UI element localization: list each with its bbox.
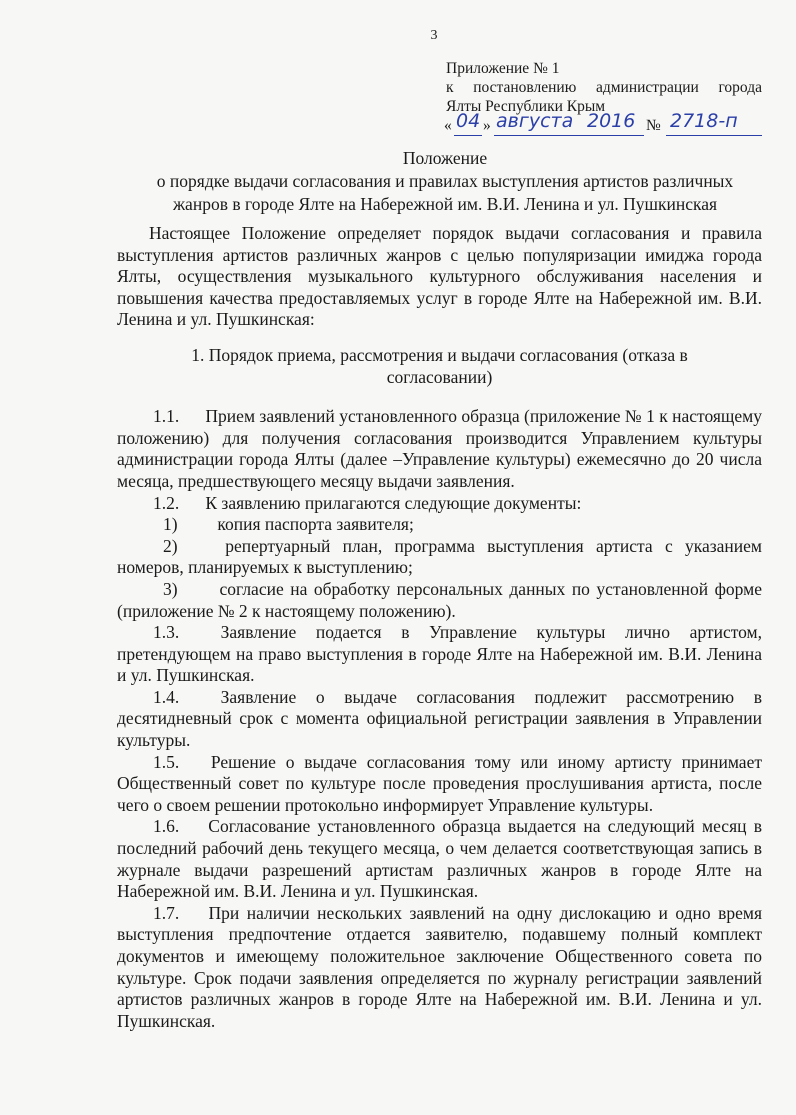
list-item-text: согласие на обработку персональных данных по установленной форме (приложение № 2 к настоящему положению). (117, 578, 762, 621)
list-item-number: 2) (163, 535, 178, 556)
date-close-quote: » (483, 117, 491, 134)
list-item-1 (117, 514, 762, 536)
document-body (117, 223, 762, 1032)
clause-text: Решение о выдаче согласования тому или иному артисту принимает Общественный совет по культуре после проведения прослушивания артиста, после чего о своем решении протокольно информирует Управление культуры. (117, 751, 762, 815)
clause-text: Заявление о выдаче согласования подлежит рассмотрению в десятидневный срок с момента официальной регистрации заявления в Управлении культуры. (117, 686, 762, 751)
section-1-heading-line-1: 1. Порядок приема, рассмотрения и выдачи согласования (отказа в (191, 344, 688, 365)
clause-text: Согласование установленного образца выдается на следующий месяц в последний рабочий день текущего месяца, о чем делается соответствующая запись в журнале выдачи разрешений артистам различных жанров в городе Ялте на Набережной им. В.И. Ленина и ул. Пушкинская. (117, 816, 763, 902)
date-year: 2016 (587, 110, 636, 132)
appendix-ref: к постановлению администрации города (446, 79, 762, 96)
clause-text: Прием заявлений установленного образца (приложение № 1 к настоящему положению) для получения согласования производится Управлением культуры администрации города Ялты (далее –Управление культуры) ежемесячно до 20 числа месяца, предшествующего месяцу выдачи заявления. (117, 406, 763, 491)
appendix-title: Приложение № 1 (446, 60, 560, 77)
date-day-underline (454, 135, 482, 136)
number-sign: № (646, 117, 661, 134)
clause-1-7 (117, 903, 762, 1033)
section-1-heading (117, 345, 762, 388)
clause-1-1 (117, 406, 762, 492)
clause-text: При наличии нескольких заявлений на одну дислокацию и одно время выступления предпочтение отдается заявителю, подавшему полный комплект документов и имеющему положительное заключение Общественного совета по культуре. Срок подачи заявления определяется по журналу регистрации заявлений артистов различных жанров в городе Ялте на Набережной им. В.И. Ленина и ул. Пушкинская. (117, 902, 763, 1031)
clause-1-6 (117, 816, 762, 902)
clause-1-3 (117, 622, 762, 687)
list-item-3 (117, 579, 762, 622)
intro-paragraph: Настоящее Положение определяет порядок выдачи согласования и правила выступления артистов различных жанров с целью популяризации имиджа города Ялты, осуществления музыкального культурного обслуживания населения и повышения качества предоставляемых услуг в городе Ялте на Набережной им. В.И. Ленина и ул. Пушкинская: (117, 223, 762, 330)
document-title (60, 147, 796, 216)
clause-number: 1.7. (153, 902, 180, 923)
clause-number: 1.1. (153, 406, 180, 427)
date-month-underline (494, 135, 644, 136)
section-1-heading-line-2: согласовании) (386, 366, 493, 387)
clause-1-5 (117, 752, 762, 817)
clause-1-2 (117, 493, 762, 515)
appendix-block (446, 59, 762, 138)
list-item-2 (117, 536, 762, 579)
document-number: 2718-п (670, 110, 738, 132)
appendix-date-line (444, 110, 762, 138)
list-item-text: репертуарный план, программа выступления артиста с указанием номеров, планируемых к выступлению; (117, 535, 762, 578)
number-underline (666, 135, 762, 136)
list-item-text: копия паспорта заявителя; (217, 514, 414, 535)
clause-1-4 (117, 687, 762, 752)
clause-number: 1.2. (153, 492, 180, 513)
title-line-3: жанров в городе Ялте на Набережной им. В.И. Ленина и ул. Пушкинская (172, 194, 718, 214)
title-line-1: Положение (402, 148, 488, 168)
appendix-region: Ялты Республики Крым (446, 98, 606, 115)
date-day: 04 (456, 110, 481, 132)
clause-text: Заявление подается в Управление культуры лично артистом, претендующем на право выступления в городе Ялте на Набережной им. В.И. Ленина и ул. Пушкинская. (117, 622, 762, 686)
clause-number: 1.3. (153, 622, 180, 643)
clause-number: 1.6. (153, 816, 180, 837)
clause-number: 1.4. (153, 686, 180, 707)
clause-text: К заявлению прилагаются следующие документы: (205, 492, 582, 513)
date-month: августа (496, 110, 574, 132)
list-item-number: 3) (163, 578, 178, 599)
date-open-quote: « (444, 117, 452, 134)
list-item-number: 1) (163, 514, 178, 535)
title-line-2: о порядке выдачи согласования и правилах выступления артистов различных (156, 171, 734, 191)
clause-number: 1.5. (153, 751, 180, 772)
page-number: 3 (430, 28, 438, 43)
